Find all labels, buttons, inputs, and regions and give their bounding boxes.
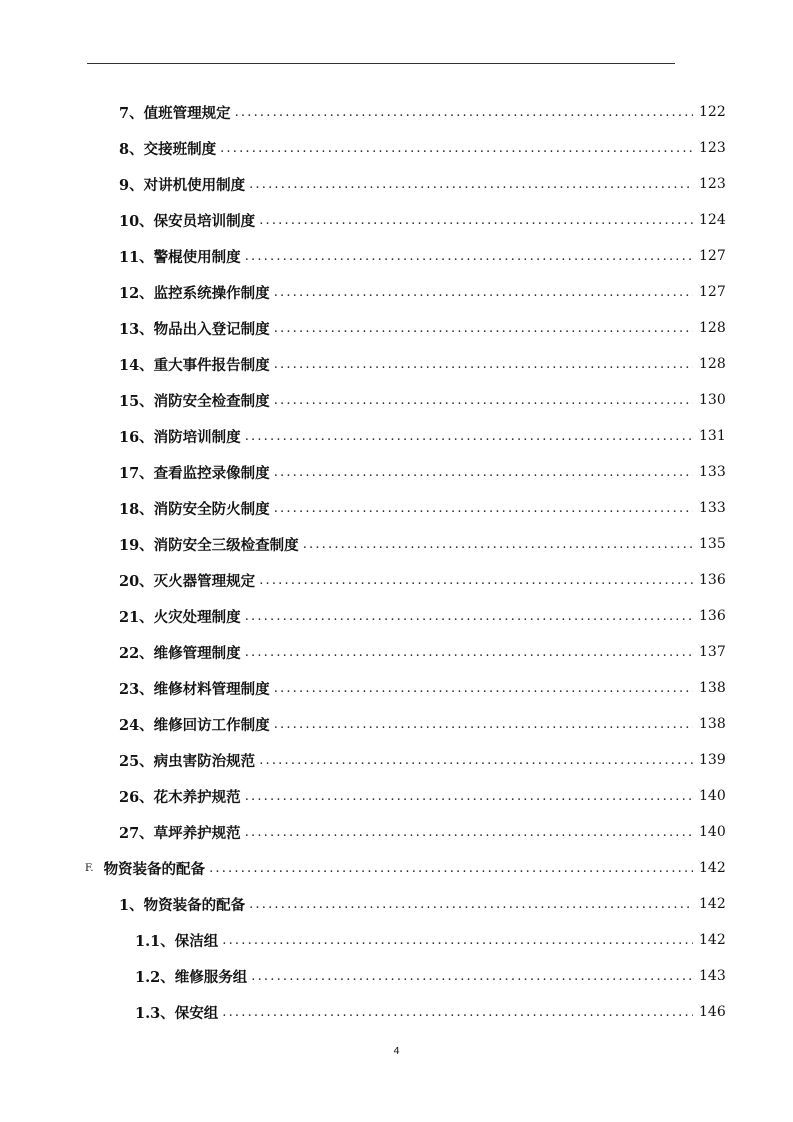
- toc-entry[interactable]: [119, 130, 726, 166]
- toc-entry-label: 24、维修回访工作制度: [119, 716, 270, 734]
- toc-entry-page: 131: [699, 428, 726, 444]
- toc-entry[interactable]: [119, 562, 726, 598]
- toc-entry[interactable]: [119, 778, 726, 814]
- dot-leader: [209, 861, 693, 876]
- toc-entry-label: 14、重大事件报告制度: [119, 356, 270, 374]
- toc-entry-label: 18、消防安全防火制度: [119, 500, 270, 518]
- toc-entry-page: 138: [699, 716, 726, 732]
- dot-leader: [274, 357, 693, 372]
- toc-entry[interactable]: [119, 418, 726, 454]
- toc-entry-label: 19、消防安全三级检查制度: [119, 536, 299, 554]
- dot-leader: [303, 537, 693, 552]
- toc-entry[interactable]: [135, 958, 726, 994]
- dot-leader: [245, 789, 693, 804]
- header-rule: [87, 63, 675, 64]
- dot-leader: [245, 645, 693, 660]
- toc-entry[interactable]: [119, 238, 726, 274]
- toc-entry[interactable]: [119, 310, 726, 346]
- dot-leader: [259, 213, 693, 228]
- toc-entry-label: 13、物品出入登记制度: [119, 320, 270, 338]
- toc-entry[interactable]: [119, 742, 726, 778]
- toc-entry-label: 1.2、维修服务组: [135, 968, 248, 986]
- toc-entry-label: 1.1、保洁组: [135, 932, 219, 950]
- toc-entry[interactable]: [135, 994, 726, 1030]
- toc-entry[interactable]: [119, 166, 726, 202]
- dot-leader: [222, 933, 693, 948]
- toc-entry[interactable]: [119, 454, 726, 490]
- toc-entry-label: 9、对讲机使用制度: [119, 176, 246, 194]
- dot-leader: [245, 249, 693, 264]
- toc-entry-label: 物资装备的配备: [103, 860, 206, 878]
- toc-entry[interactable]: [119, 814, 726, 850]
- toc-entry-label: 20、灭火器管理规定: [119, 572, 256, 590]
- toc-entry[interactable]: [119, 202, 726, 238]
- toc-entry[interactable]: [119, 706, 726, 742]
- toc-entry-page: 133: [699, 464, 726, 480]
- toc-entry-page: 146: [699, 1004, 726, 1020]
- section-letter: F.: [85, 862, 94, 874]
- toc-entry-page: 127: [699, 248, 726, 264]
- toc-entry-page: 127: [699, 284, 726, 300]
- dot-leader: [274, 681, 693, 696]
- dot-leader: [259, 573, 693, 588]
- toc-entry-label: 23、维修材料管理制度: [119, 680, 270, 698]
- toc-entry-page: 136: [699, 608, 726, 624]
- toc-entry-page: 122: [699, 104, 726, 120]
- toc-entry-page: 139: [699, 752, 726, 768]
- dot-leader: [274, 393, 693, 408]
- toc-entry-label: 15、消防安全检查制度: [119, 392, 270, 410]
- toc-entry-page: 143: [699, 968, 726, 984]
- toc-entry-page: 140: [699, 824, 726, 840]
- dot-leader: [274, 465, 693, 480]
- dot-leader: [235, 105, 693, 120]
- toc-entry[interactable]: [119, 274, 726, 310]
- toc-entry-page: 123: [699, 140, 726, 156]
- toc-section-f[interactable]: [85, 850, 726, 886]
- toc-entry-label: 12、监控系统操作制度: [119, 284, 270, 302]
- dot-leader: [274, 501, 693, 516]
- toc-entry-page: 136: [699, 572, 726, 588]
- dot-leader: [274, 717, 693, 732]
- toc-entry[interactable]: [119, 94, 726, 130]
- toc-entry-label: 26、花木养护规范: [119, 788, 241, 806]
- toc-entry-label: 7、值班管理规定: [119, 104, 231, 122]
- toc-entry-label: 16、消防培训制度: [119, 428, 241, 446]
- toc-entry[interactable]: [119, 634, 726, 670]
- toc-entry-page: 130: [699, 392, 726, 408]
- toc-entry-label: 21、火灾处理制度: [119, 608, 241, 626]
- toc-entry-label: 17、查看监控录像制度: [119, 464, 270, 482]
- toc-entry-page: 128: [699, 320, 726, 336]
- toc-entry-label: 1.3、保安组: [135, 1004, 219, 1022]
- toc-entry-label: 10、保安员培训制度: [119, 212, 256, 230]
- toc-entry-page: 135: [699, 536, 726, 552]
- toc-entry-page: 142: [699, 932, 726, 948]
- toc-entry-label: 8、交接班制度: [119, 140, 217, 158]
- toc-entry[interactable]: [119, 346, 726, 382]
- toc-entry-page: 138: [699, 680, 726, 696]
- toc-entry-page: 128: [699, 356, 726, 372]
- toc-entry-page: 142: [699, 860, 726, 876]
- toc-entry[interactable]: [119, 598, 726, 634]
- toc-entry[interactable]: [119, 382, 726, 418]
- dot-leader: [245, 429, 693, 444]
- dot-leader: [245, 609, 693, 624]
- toc-entry-label: 1、物资装备的配备: [119, 896, 246, 914]
- dot-leader: [274, 321, 693, 336]
- dot-leader: [259, 753, 693, 768]
- dot-leader: [251, 969, 693, 984]
- dot-leader: [274, 285, 693, 300]
- dot-leader: [245, 825, 693, 840]
- toc-entry[interactable]: [119, 886, 726, 922]
- toc-entry[interactable]: [135, 922, 726, 958]
- toc-entry-page: 140: [699, 788, 726, 804]
- toc-entry-page: 124: [699, 212, 726, 228]
- toc-entry-label: 22、维修管理制度: [119, 644, 241, 662]
- dot-leader: [220, 141, 693, 156]
- toc-entry-label: 11、警棍使用制度: [119, 248, 241, 266]
- dot-leader: [249, 177, 693, 192]
- toc-entry[interactable]: [119, 526, 726, 562]
- toc-entry-page: 133: [699, 500, 726, 516]
- toc-entry-page: 137: [699, 644, 726, 660]
- toc-entry[interactable]: [119, 490, 726, 526]
- toc-entry-label: 25、病虫害防治规范: [119, 752, 256, 770]
- page-number: 4: [393, 1046, 400, 1057]
- toc-entry-page: 142: [699, 896, 726, 912]
- toc-entry-page: 123: [699, 176, 726, 192]
- dot-leader: [222, 1005, 693, 1020]
- toc-entry-label: 27、草坪养护规范: [119, 824, 241, 842]
- toc-entry[interactable]: [119, 670, 726, 706]
- dot-leader: [249, 897, 693, 912]
